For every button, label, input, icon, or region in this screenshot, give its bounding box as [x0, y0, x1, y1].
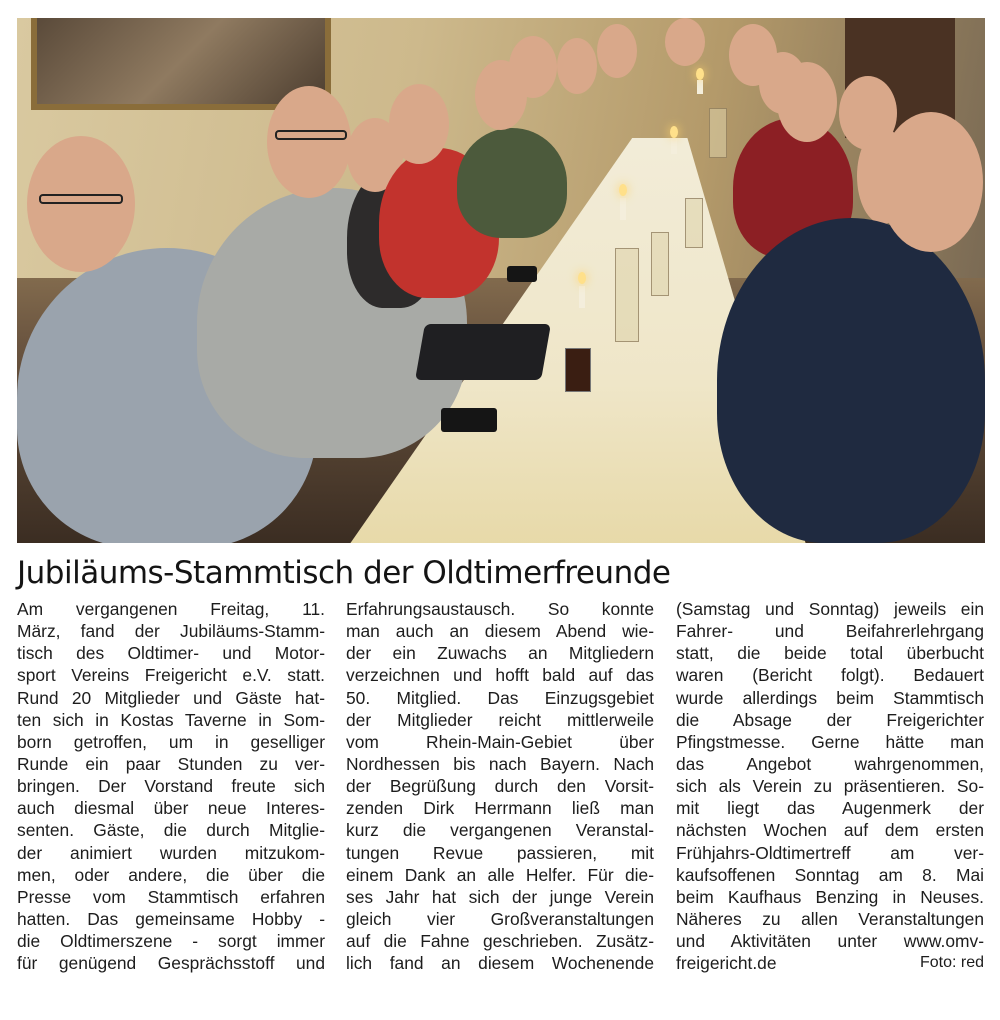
article-line: Am vergangenen Freitag, 11.	[17, 599, 325, 619]
article-line: der Begrüßung durch den Vorsit-	[346, 776, 654, 797]
article-line: tisch des Oldtimer- und Motor-	[17, 643, 325, 664]
photo-candle-flame	[670, 126, 678, 138]
photo-person-head	[665, 18, 705, 66]
article-line: Rund 20 Mitglieder und Gäste hat-	[17, 687, 325, 708]
article-line: kaufsoffenen Sonntag am 8. Mai	[676, 864, 984, 885]
photo-glass	[685, 198, 703, 248]
article-line: einem Dank an alle Helfer. Für die-	[346, 864, 654, 885]
article-line: auf die Fahne geschrieben. Zusätz-	[346, 931, 654, 952]
photo-candle	[579, 286, 585, 308]
photo-person-head	[389, 84, 449, 164]
article-line: der Mitglieder reicht mittlerweile	[346, 709, 654, 730]
article-line: waren (Bericht folgt). Bedauert	[676, 665, 984, 686]
article-line: die Absage der Freigerichter	[676, 709, 984, 730]
photo-person-head	[267, 86, 351, 198]
article-last-line	[676, 952, 984, 974]
article-line: für genügend Gesprächsstoff und	[17, 953, 325, 974]
article-line: Fahrer- und Beifahrerlehrgang	[676, 621, 984, 642]
article-line: Runde ein paar Stunden zu ver-	[17, 753, 325, 774]
article-line: 50. Mitglied. Das Einzugsgebiet	[346, 687, 654, 708]
article-column-1	[17, 598, 325, 974]
article-line: vom Rhein-Main-Gebiet über	[346, 731, 654, 752]
photo-candle	[697, 80, 703, 94]
photo-candle	[620, 198, 626, 220]
photo-glass	[709, 108, 727, 158]
article-line: (Samstag und Sonntag) jeweils ein	[676, 599, 984, 619]
photo-person-head	[557, 38, 597, 94]
article-line: das Angebot wahrgenommen,	[676, 753, 984, 774]
article-line: Frühjahrs-Oldtimertreff am ver-	[676, 842, 984, 863]
article-line: hatten. Das gemeinsame Hobby -	[17, 908, 325, 929]
photo-credit: Foto: red	[919, 954, 984, 972]
photo-tablet	[415, 324, 551, 380]
article-line: Presse vom Stammtisch erfahren	[17, 886, 325, 907]
photo-person	[457, 128, 567, 238]
article-line: gleich vier Großveranstaltungen	[346, 908, 654, 929]
article-body	[17, 598, 985, 1008]
article-line: beim Kaufhaus Benzing in Neuses.	[676, 886, 984, 907]
article-line: kurz die vergangenen Veranstal-	[346, 820, 654, 841]
photo-candle	[671, 138, 677, 154]
article-line: statt, die beide total überbucht	[676, 643, 984, 664]
article-line: senten. Gäste, die durch Mitglie-	[17, 820, 325, 841]
article-line: nächsten Wochen auf dem ersten	[676, 820, 984, 841]
article-line: mit liegt das Augenmerk der	[676, 798, 984, 819]
article-line: freigericht.de	[676, 953, 777, 974]
article-line: verzeichnen und hofft bald auf das	[346, 665, 654, 686]
photo-glass	[615, 248, 639, 342]
photo-glass	[651, 232, 669, 296]
article-line: tungen Revue passieren, mit	[346, 842, 654, 863]
photo-person-head	[597, 24, 637, 78]
article-line: man auch an diesem Abend wie-	[346, 621, 654, 642]
article-line: Nordhessen bis nach Bayern. Nach	[346, 753, 654, 774]
photo-person-head	[879, 112, 983, 252]
photo-person-head	[509, 36, 557, 98]
photo-person	[717, 218, 985, 543]
photo-phone	[441, 408, 497, 432]
article-line: zenden Dirk Herrmann ließ man	[346, 798, 654, 819]
photo-phone	[507, 266, 537, 282]
photo-glasses	[39, 194, 123, 204]
article-column-3	[676, 598, 984, 974]
article-line: bringen. Der Vorstand freute sich	[17, 776, 325, 797]
article-line: auch diesmal über neue Interes-	[17, 798, 325, 819]
article-line: sport Vereins Freigericht e.V. statt.	[17, 665, 325, 686]
photo-beer-glass	[565, 348, 591, 392]
article-line: Pfingstmesse. Gerne hätte man	[676, 731, 984, 752]
article-line: der ein Zuwachs an Mitgliedern	[346, 643, 654, 664]
article-headline: Jubiläums-Stammtisch der Oldtimerfreunde	[17, 555, 671, 591]
article-line: sich als Verein zu präsentieren. So-	[676, 776, 984, 797]
article-line: wurde allerdings beim Stammtisch	[676, 687, 984, 708]
photo-glasses	[275, 130, 347, 140]
photo-person-head	[777, 62, 837, 142]
article-line: und Aktivitäten unter www.omv-	[676, 931, 984, 952]
article-line: men, oder andere, die über die	[17, 864, 325, 885]
photo-candle-flame	[578, 272, 586, 284]
article-line: born getroffen, um in geselliger	[17, 731, 325, 752]
article-line: der animiert wurden mitzukom-	[17, 842, 325, 863]
article-line: März, fand der Jubiläums-Stamm-	[17, 621, 325, 642]
article-photo	[17, 18, 985, 543]
article-line: die Oldtimerszene - sorgt immer	[17, 931, 325, 952]
article-line: ses Jahr hat sich der junge Verein	[346, 886, 654, 907]
article-line: Erfahrungsaustausch. So konnte	[346, 599, 654, 619]
article-line: ten sich in Kostas Taverne in Som-	[17, 709, 325, 730]
article-column-2	[346, 598, 654, 974]
article-line: lich fand an diesem Wochenende	[346, 953, 654, 974]
photo-candle-flame	[619, 184, 627, 196]
photo-person-head	[27, 136, 135, 272]
photo-candle-flame	[696, 68, 704, 80]
article-line: Näheres zu allen Veranstaltungen	[676, 908, 984, 929]
